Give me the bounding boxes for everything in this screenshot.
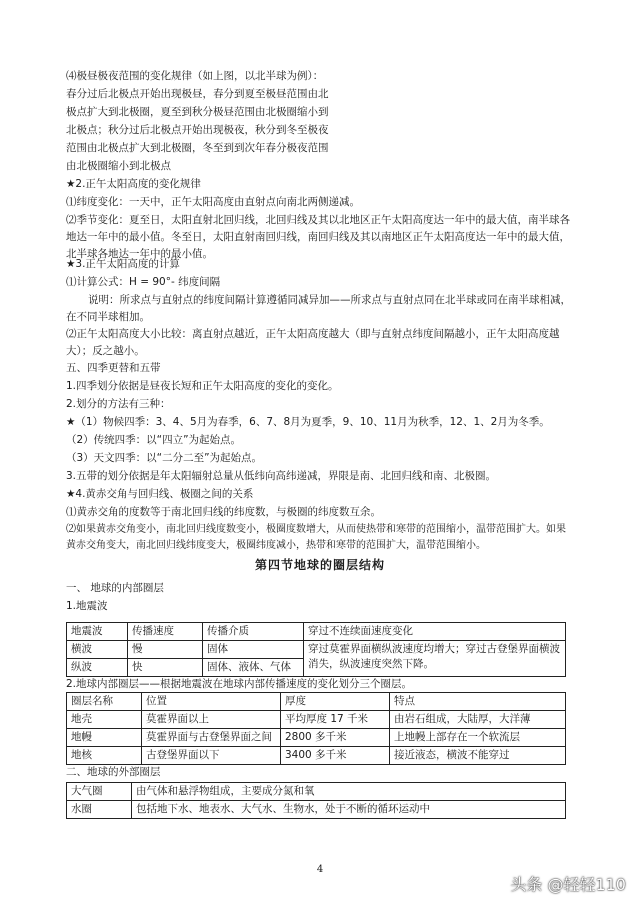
table-row: [67, 711, 566, 729]
text-line: （3）天文四季：以“二分二至”为起始点。: [66, 452, 263, 464]
table-cell: 平均厚度 17 千米: [281, 711, 390, 729]
text-line: ★2.正午太阳高度的变化规律: [66, 178, 201, 190]
text-line: 春分过后北极点开始出现极昼，春分到夏至极昼范围由北: [66, 88, 329, 100]
table-row: [67, 623, 566, 641]
text-line: ★（1）物候四季：3、4、5月为春季，6、7、8月为夏季，9、10、11月为秋季，12、1、2月为冬季。: [66, 416, 550, 428]
table-cell: 横波: [67, 641, 128, 659]
text-line: ⑴黄赤交角的度数等于南北回归线的纬度数，与极圈的纬度数互余。: [66, 506, 381, 518]
table-cell: 纵波: [67, 659, 128, 677]
table-cell: 包括地下水、地表水、大气水、生物水，处于不断的循环运动中: [132, 801, 566, 819]
text-line: 范围由北极点扩大到北极圈，冬至到到次年春分极夜范围: [66, 142, 329, 154]
table-cell: 穿过不连续面速度变化: [304, 623, 566, 641]
table-row: [67, 641, 566, 659]
seismic-wave-table: [66, 622, 566, 677]
table-row: [67, 747, 566, 765]
page-number: 4: [316, 864, 324, 875]
table-cell: 地核: [67, 747, 142, 765]
table-cell: 位置: [142, 693, 281, 711]
watermark: 头条 @轻轻110: [510, 875, 626, 894]
table-cell: 由岩石组成，大陆厚，大洋薄: [390, 711, 566, 729]
table-cell: 地震波: [67, 623, 128, 641]
subsection-heading: 1.地震波: [66, 600, 108, 612]
table-cell: 厚度: [281, 693, 390, 711]
text-line: ★3.正午太阳高度的计算: [66, 258, 180, 270]
text-line: ★4.黄赤交角与回归线、极圈之间的关系: [66, 488, 254, 500]
table-cell: 莫霍界面与古登堡界面之间: [142, 729, 281, 747]
table-cell: 地幔: [67, 729, 142, 747]
text-line: ⑷极昼极夜范围的变化规律（如上图，以北半球为例）：: [66, 70, 324, 82]
table-row: [67, 801, 566, 819]
text-line: ⑴计算公式：H = 90°- 纬度间隔: [66, 276, 221, 288]
table-cell: 上地幔上部存在一个软流层: [390, 729, 566, 747]
text-line: （2）传统四季：以“四立”为起始点。: [66, 434, 242, 446]
table-cell: 2800 多千米: [281, 729, 390, 747]
text-line: ⑴纬度变化：一天中，正午太阳高度由直射点向南北两侧递减。: [66, 196, 360, 208]
table-cell: 大气圈: [67, 783, 132, 801]
section-heading: 五、四季更替和五带: [66, 362, 161, 374]
table-cell: 穿过莫霍界面横纵波速度均增大；穿过古登堡界面横波消失，纵波速度突然下降。: [304, 641, 566, 677]
table-cell: 特点: [390, 693, 566, 711]
table-row: [67, 783, 566, 801]
table-cell: 传播介质: [203, 623, 304, 641]
paragraph-seasonal-change: ⑵季节变化：夏至日，太阳直射北回归线，北回归线及其以北地区正午太阳高度达一年中的最大值，南半球各地达一年中的最小值。冬至日，太阳直射南回归线，南回归线及其以南地区正午太阳高度达一年中的最大值，北半球各地达一年中的最小值。: [66, 214, 570, 260]
table-cell: 快: [128, 659, 203, 677]
table-cell: 地壳: [67, 711, 142, 729]
text-line: 北极点；秋分过后北极点开始出现极夜，秋分到冬至极夜: [66, 124, 329, 136]
table-cell: 接近液态，横波不能穿过: [390, 747, 566, 765]
section-heading: 一、 地球的内部圈层: [66, 582, 164, 594]
table-cell: 固体、液体、气体: [203, 659, 304, 677]
paragraph-compare: ⑵正午太阳高度大小比较：离直射点越近，正午太阳高度越大（即与直射点纬度间隔越小，正午太阳高度越大）；反之越小。: [66, 328, 560, 357]
paragraph-note: 说明：所求点与直射点的纬度间隔计算遵循同减异加——所求点与直射点同在北半球或同在南半球相减，在不同半球相加。: [66, 294, 571, 323]
table-cell: 3400 多千米: [281, 747, 390, 765]
text-line: 由北极圈缩小到北极点: [66, 160, 171, 172]
text-line: 1.四季划分依据是昼夜长短和正午太阳高度的变化的变化。: [66, 380, 339, 392]
text-line: 2.划分的方法有三种：: [66, 398, 171, 410]
table-cell: 慢: [128, 641, 203, 659]
earth-layers-table: [66, 692, 566, 765]
table-cell: 传播速度: [128, 623, 203, 641]
external-layers-table: [66, 782, 566, 819]
table-cell: 固体: [203, 641, 304, 659]
paragraph-ecliptic: ⑵如果黄赤交角变小，南北回归线度数变小，极圈度数增大，从而使热带和寒带的范围缩小，温带范围扩大。如果黄赤交角变大，南北回归线纬度变大，极圈纬度减小，热带和寒带的范围扩大，温带范围缩小。: [66, 524, 566, 551]
text-line: 极点扩大到北极圈，夏至到秋分极昼范围由北极圈缩小到: [66, 106, 329, 118]
table-cell: 水圈: [67, 801, 132, 819]
section-heading: 二、地球的外部圈层: [66, 766, 161, 778]
table-row: [67, 729, 566, 747]
table-cell: 古登堡界面以下: [142, 747, 281, 765]
subsection-heading: 2.地球内部圈层——根据地震波在地球内部传播速度的变化划分三个圈层。: [66, 678, 413, 690]
text-line: 3.五带的划分依据是年太阳辐射总量从低纬向高纬递减，界限是南、北回归线和南、北极圈。: [66, 470, 497, 482]
table-cell: 圈层名称: [67, 693, 142, 711]
table-cell: 由气体和悬浮物组成，主要成分氮和氧: [132, 783, 566, 801]
section-title: 第四节地球的圈层结构: [254, 558, 385, 572]
table-cell: 莫霍界面以上: [142, 711, 281, 729]
table-row: [67, 693, 566, 711]
